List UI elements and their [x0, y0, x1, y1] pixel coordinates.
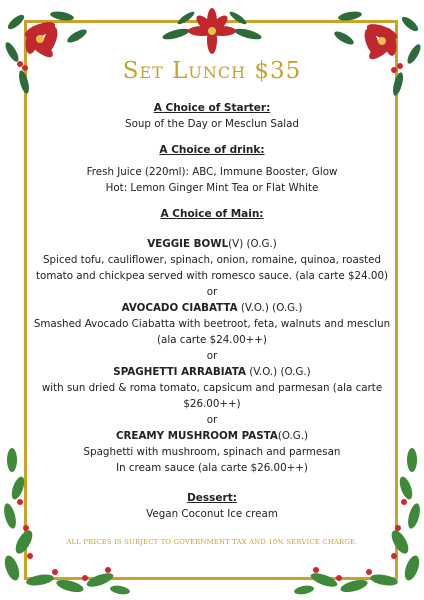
starter-heading: A Choice of Starter:: [153, 102, 271, 114]
dessert-text: Vegan Coconut Ice cream: [146, 508, 278, 520]
drink-heading: A Choice of drink:: [159, 144, 265, 156]
price-footnote: ALL PRICES IS SUBJECT TO GOVERNMENT TAX AND 10% SERVICE CHARGE.: [66, 538, 358, 546]
dish-tags: (O.G.): [277, 430, 309, 442]
dish-description: Smashed Avocado Ciabatta with beetroot, feta, walnuts and mesclun: [33, 318, 391, 330]
dish-description: Spaghetti with mushroom, spinach and parmesan: [83, 446, 341, 458]
dish-creamy-mushroom-pasta: [20, 428, 404, 444]
dish-description: $26.00++): [183, 398, 241, 410]
dessert-heading: Dessert:: [187, 492, 237, 504]
dish-tags: (V.O.) (O.G.): [245, 366, 311, 378]
dish-name: CREAMY MUSHROOM PASTA: [115, 430, 278, 442]
dish-description: Spiced tofu, cauliflower, spinach, onion, romaine, quinoa, roasted: [42, 254, 382, 266]
drink-line-2: Hot: Lemon Ginger Mint Tea or Flat White: [105, 182, 319, 194]
main-heading: A Choice of Main:: [160, 208, 264, 220]
drink-line-1: Fresh Juice (220ml): ABC, Immune Booster, Glow: [86, 166, 338, 178]
dish-name: AVOCADO CIABATTA: [121, 302, 238, 314]
menu-content: [20, 100, 404, 522]
dish-tags: (V.O.) (O.G.): [237, 302, 303, 314]
poinsettia-top-right-icon: [330, 2, 422, 102]
dish-description: with sun dried & roma tomato, capsicum and parmesan (ala carte: [41, 382, 383, 394]
dish-veggie-bowl: [20, 236, 404, 252]
starter-text: Soup of the Day or Mesclun Salad: [125, 118, 299, 130]
or-separator: or: [206, 350, 218, 362]
dish-name: SPAGHETTI ARRABIATA: [113, 366, 246, 378]
poinsettia-top-center-icon: [162, 4, 262, 58]
dish-avocado-ciabatta: [20, 300, 404, 316]
poinsettia-top-left-icon: [2, 2, 92, 102]
dish-tags: (V) (O.G.): [228, 238, 277, 250]
or-separator: or: [206, 414, 218, 426]
menu-title: Set Lunch $35: [122, 58, 302, 84]
dish-description: (ala carte $24.00++): [157, 334, 267, 346]
dish-description: In cream sauce (ala carte $26.00++): [116, 462, 308, 474]
dish-description: tomato and chickpea served with romesco sauce. (ala carte $24.00): [35, 270, 389, 282]
or-separator: or: [206, 286, 218, 298]
dish-spaghetti-arrabiata: [20, 364, 404, 380]
dish-name: VEGGIE BOWL: [147, 238, 229, 250]
